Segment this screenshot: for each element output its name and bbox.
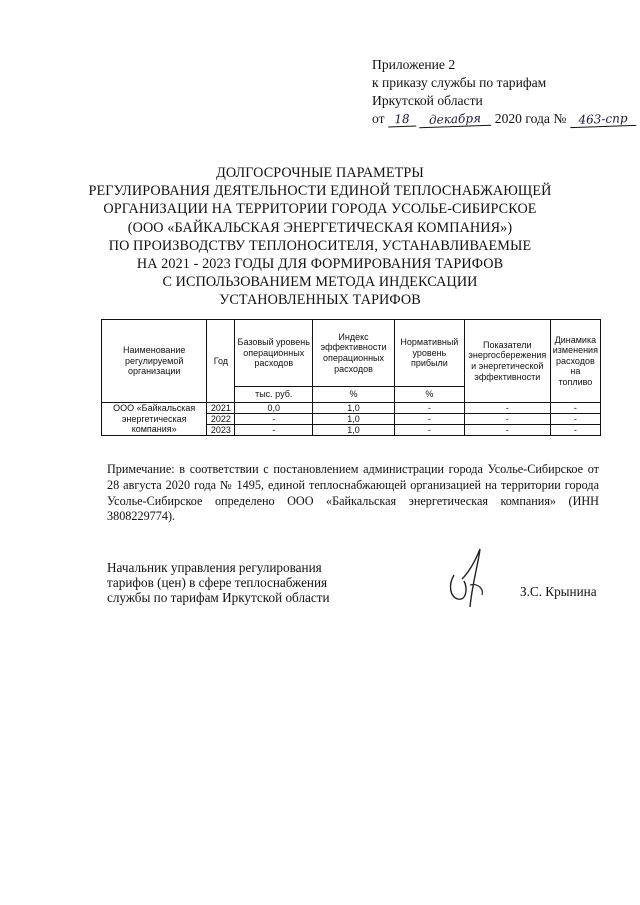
cell-year: 2021 bbox=[207, 403, 235, 414]
cell-year: 2023 bbox=[207, 425, 235, 436]
cell-energy: - bbox=[464, 414, 550, 425]
signer-line: тарифов (цен) в сфере теплоснабжения bbox=[107, 575, 328, 591]
signer-line: службы по тарифам Иркутской области bbox=[107, 590, 330, 606]
signer-name: З.С. Крынина bbox=[520, 584, 597, 599]
header-base-expenses: Базовый уровень операционных расходов bbox=[235, 320, 313, 387]
title-line: УСТАНОВЛЕННЫХ ТАРИФОВ bbox=[219, 292, 421, 309]
title-line: ДОЛГОСРОЧНЫЕ ПАРАМЕТРЫ bbox=[216, 165, 424, 181]
cell-profit: - bbox=[394, 425, 464, 436]
appendix-order-ref: к приказу службы по тарифам bbox=[372, 75, 547, 90]
unit-base-expenses: тыс. руб. bbox=[235, 387, 313, 403]
cell-base: - bbox=[235, 414, 313, 425]
unit-efficiency-index: % bbox=[313, 387, 395, 403]
cell-profit: - bbox=[394, 414, 464, 425]
cell-base: - bbox=[235, 425, 313, 436]
cell-index: 1,0 bbox=[313, 403, 395, 414]
header-year: Год bbox=[207, 320, 235, 403]
appendix-date-line bbox=[372, 110, 632, 128]
signer-line: Начальник управления регулирования bbox=[107, 560, 322, 575]
organization-name: ООО «Байкальская энергетическая компания» bbox=[102, 403, 207, 436]
cell-energy: - bbox=[464, 403, 550, 414]
header-efficiency-index: Индекс эффективности операционных расходов bbox=[313, 320, 395, 387]
title-line: С ИСПОЛЬЗОВАНИЕМ МЕТОДА ИНДЕКСАЦИИ bbox=[162, 274, 478, 291]
note-paragraph: Примечание: в соответствии с постановлением администрации города Усолье-Сибирское от 28 августа 2020 года № 1495, единой теплоснабжающей организацией на территории города Усолье-Сибирское определено ООО «Байкальская энергетическая компания» (ИНН 3808229774). bbox=[107, 462, 599, 524]
cell-fuel: - bbox=[550, 425, 600, 436]
header-fuel-dynamics: Динамика изменения расходов на топливо bbox=[550, 320, 600, 403]
header-energy-saving: Показатели энергосбережения и энергетической эффективности bbox=[464, 320, 550, 403]
appendix-title: Приложение 2 bbox=[372, 57, 456, 72]
handwritten-month: декабря bbox=[419, 111, 491, 129]
cell-energy: - bbox=[464, 425, 550, 436]
cell-index: 1,0 bbox=[313, 425, 395, 436]
unit-profit-level: % bbox=[394, 387, 464, 403]
title-line: РЕГУЛИРОВАНИЯ ДЕЯТЕЛЬНОСТИ ЕДИНОЙ ТЕПЛОСНАБЖАЮЩЕЙ bbox=[88, 183, 552, 200]
parameters-table bbox=[101, 319, 601, 436]
cell-base: 0,0 bbox=[235, 403, 313, 414]
header-profit-level: Нормативный уровень прибыли bbox=[394, 320, 464, 387]
title-line: НА 2021 - 2023 ГОДЫ ДЛЯ ФОРМИРОВАНИЯ ТАРИФОВ bbox=[136, 256, 504, 273]
header-organization: Наименование регулируемой организации bbox=[102, 320, 207, 403]
year-text: 2020 года № bbox=[494, 111, 567, 126]
appendix-header bbox=[372, 56, 632, 128]
cell-fuel: - bbox=[550, 403, 600, 414]
from-label: от bbox=[372, 111, 385, 126]
handwritten-order-number: 463-спр bbox=[569, 111, 635, 128]
document-title bbox=[70, 164, 570, 310]
title-line: ПО ПРОИЗВОДСТВУ ТЕПЛОНОСИТЕЛЯ, УСТАНАВЛИВАЕМЫЕ bbox=[108, 237, 532, 254]
handwritten-day: 18 bbox=[388, 112, 417, 128]
title-line: ОРГАНИЗАЦИИ НА ТЕРРИТОРИИ ГОРОДА УСОЛЬЕ-СИБИРСКОЕ bbox=[103, 201, 537, 218]
cell-profit: - bbox=[394, 403, 464, 414]
signer-position bbox=[107, 560, 387, 606]
signature-icon bbox=[440, 545, 500, 609]
title-line: (ООО «БАЙКАЛЬСКАЯ ЭНЕРГЕТИЧЕСКАЯ КОМПАНИЯ») bbox=[127, 219, 513, 236]
appendix-region: Иркутской области bbox=[372, 93, 483, 108]
cell-year: 2022 bbox=[207, 414, 235, 425]
table-row bbox=[102, 403, 601, 414]
cell-index: 1,0 bbox=[313, 414, 395, 425]
cell-fuel: - bbox=[550, 414, 600, 425]
